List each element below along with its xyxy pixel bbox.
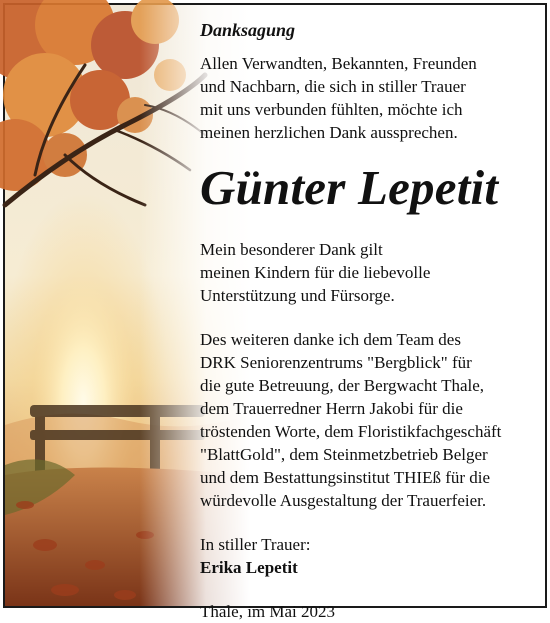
obituary-card — [3, 3, 547, 621]
further-thanks-paragraph: Des weiteren danke ich dem Team des DRK Seniorenzentrums "Bergblick" für die gute Betreuung, der Bergwacht Thale, dem Trauerredner Herrn Jakobi für die tröstenden Worte, dem Floristikfachgeschäft "BlattGold", dem Steinmetzbetrieb Belger und dem Bestattungsinstitut THIEß für die würdevolle Ausgestaltung der Trauerfeier. — [200, 330, 502, 510]
signer-name: Erika Lepetit — [200, 558, 298, 577]
mourning-label: In stiller Trauer: — [200, 535, 311, 554]
intro-paragraph: Allen Verwandten, Bekannten, Freunden und Nachbarn, die sich in stiller Trauer mit uns verbunden fühlten, möchte ich meinen herzlichen Dank aussprechen. — [200, 54, 477, 142]
notice-text — [200, 19, 540, 623]
special-thanks-paragraph: Mein besonderer Dank gilt meinen Kindern für die liebevolle Unterstützung und Fürsorge. — [200, 240, 431, 305]
deceased-name: Günter Lepetit — [200, 160, 499, 215]
heading: Danksagung — [200, 20, 296, 40]
place-date: Thale, im Mai 2023 — [200, 602, 336, 621]
